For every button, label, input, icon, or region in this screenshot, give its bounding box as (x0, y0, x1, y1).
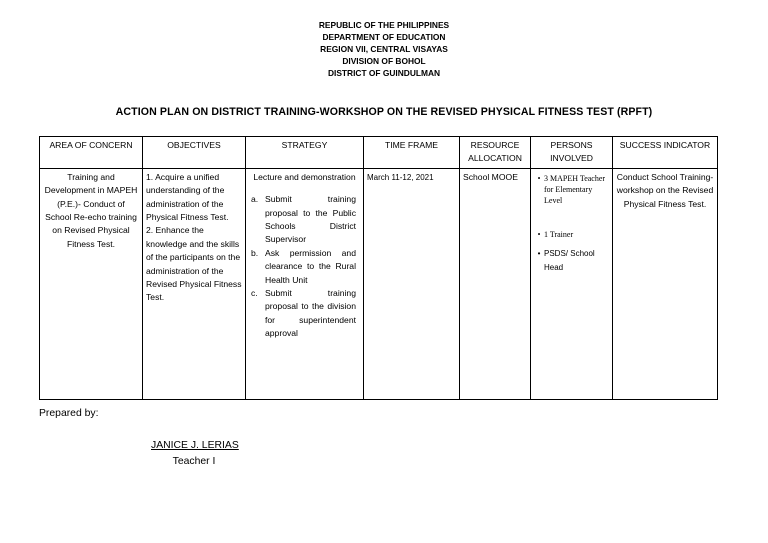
document-header (0, 19, 768, 79)
signatory-role: Teacher I (172, 456, 216, 467)
prepared-by-label: Prepared by: (39, 408, 99, 419)
header-line-department: DEPARTMENT OF EDUCATION (322, 32, 446, 42)
strategy-step-a (249, 193, 360, 247)
header-line-region: REGION VII, CENTRAL VISAYAS (320, 44, 448, 54)
cell-strategy (246, 168, 364, 399)
step-text: Submit training proposal to the division for superintendent approval (265, 288, 356, 339)
step-text: Submit training proposal to the Public Schools District Supervisor (265, 194, 356, 245)
person-item (534, 228, 609, 241)
table-header-row (40, 137, 718, 169)
strategy-steps (249, 193, 360, 340)
document-title: ACTION PLAN ON DISTRICT TRAINING-WORKSHOP ON THE REVISED PHYSICAL FITNESS TEST (RPFT) (115, 106, 653, 118)
header-line-republic: REPUBLIC OF THE PHILIPPINES (318, 20, 450, 30)
cell-persons-involved (531, 168, 613, 399)
column-header-persons: PERSONS INVOLVED (531, 137, 613, 169)
table-row (40, 168, 718, 399)
bullet-icon: • (537, 173, 541, 183)
column-header-resource: RESOURCE ALLOCATION (460, 137, 531, 169)
signatory-name: JANICE J. LERIAS (151, 440, 239, 451)
time-frame-value: March 11-12, 2021 (367, 172, 434, 182)
objective-1: 1. Acquire a unified understanding of the administration of the Physical Fitness Test. (146, 171, 229, 223)
column-header-strategy: STRATEGY (246, 137, 364, 169)
person-item (534, 173, 609, 206)
cell-objectives (143, 168, 246, 399)
cell-resource-allocation (460, 168, 531, 399)
bullet-icon: • (537, 229, 541, 239)
person-item (534, 247, 609, 274)
objective-2: 2. Enhance the knowledge and the skills of the participants on the administration of the Revised Physical Fitness Test. (146, 225, 242, 303)
column-header-area: AREA OF CONCERN (40, 137, 143, 169)
column-header-success: SUCCESS INDICATOR (613, 137, 718, 169)
step-label: a. (251, 194, 259, 205)
header-line-division: DIVISION OF BOHOL (342, 56, 426, 66)
column-header-objectives: OBJECTIVES (143, 137, 246, 169)
resource-value: School MOOE (463, 171, 518, 182)
person-text: PSDS/ School Head (544, 249, 595, 272)
action-plan-table (39, 136, 718, 400)
step-label: b. (251, 247, 259, 258)
bullet-icon: • (537, 249, 541, 259)
step-text: Ask permission and clearance to the Rural Health Unit (265, 247, 356, 285)
column-header-time-frame: TIME FRAME (364, 137, 460, 169)
strategy-step-c (249, 287, 360, 341)
strategy-step-b (249, 247, 360, 287)
cell-success-indicator: Conduct School Training-workshop on the Revised Physical Fitness Test. (613, 168, 718, 399)
person-text: 3 MAPEH Teacher for Elementary Level (544, 173, 606, 205)
step-label: c. (251, 288, 258, 299)
strategy-intro: Lecture and demonstration (253, 171, 356, 182)
cell-time-frame (364, 168, 460, 399)
cell-area-of-concern: Training and Development in MAPEH (P.E.)- Conduct of School Re-echo training on Revised Physical Fitness Test. (40, 168, 143, 399)
person-text: 1 Trainer (544, 229, 574, 239)
header-line-district: DISTRICT OF GUINDULMAN (327, 68, 441, 78)
